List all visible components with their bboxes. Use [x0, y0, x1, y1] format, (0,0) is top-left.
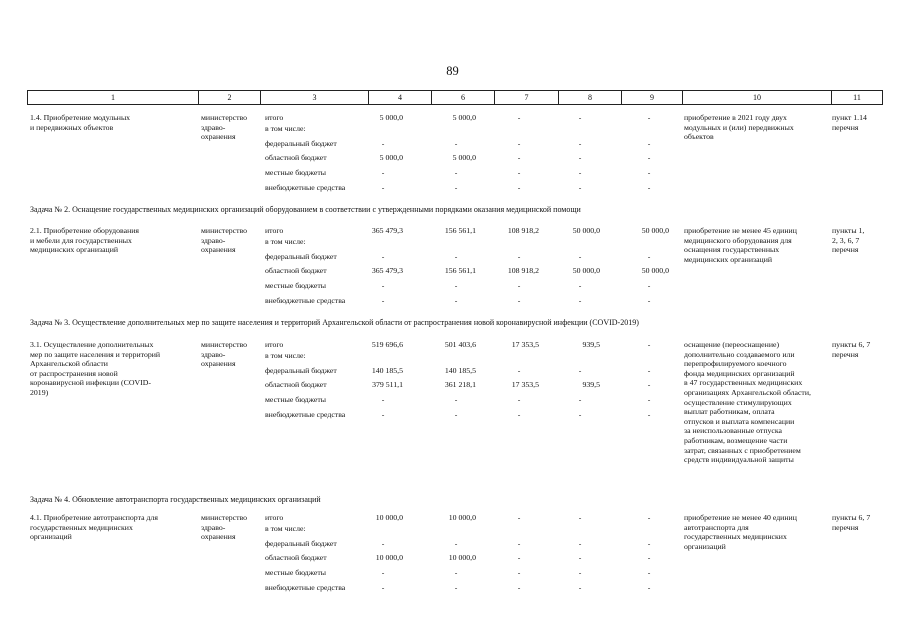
list-points: 2, 3, 6, 7 — [832, 235, 860, 245]
expected-result: автотранспорта для — [684, 522, 749, 532]
value-cell: - — [647, 380, 651, 389]
expected-result: перепрофилируемого коечного — [684, 359, 787, 369]
value-cell: - — [578, 583, 582, 592]
value-cell: - — [647, 568, 651, 577]
executor: здраво- — [201, 522, 226, 532]
funding-source: федеральный бюджет — [265, 366, 337, 375]
value-cell: - — [517, 252, 521, 261]
header-col-1: 1 — [27, 91, 198, 104]
value-cell: - — [517, 183, 521, 192]
funding-source: в том числе: — [265, 351, 306, 360]
value-cell: 5 000,0 — [379, 153, 403, 162]
value-cell: 10 000,0 — [448, 513, 476, 522]
value-cell: - — [454, 139, 458, 148]
expected-result: дополнительно создаваемого или — [684, 349, 795, 359]
value-cell: 939,5 — [582, 340, 600, 349]
value-cell: - — [647, 296, 651, 305]
value-cell: - — [647, 168, 651, 177]
measure-name: от распространения новой — [30, 368, 118, 378]
funding-source: федеральный бюджет — [265, 539, 337, 548]
executor: министерство — [201, 226, 248, 235]
funding-source: областной бюджет — [265, 553, 327, 562]
value-cell: 50 000,0 — [641, 266, 669, 275]
list-points: пункты 1, — [832, 226, 865, 235]
funding-source: итого — [265, 226, 284, 235]
value-cell: - — [578, 113, 582, 122]
expected-result: приобретение в 2021 году двух — [684, 113, 787, 122]
value-cell: 5 000,0 — [379, 113, 403, 122]
list-points: пункты 6, 7 — [832, 513, 871, 522]
value-cell: - — [454, 410, 458, 419]
list-points: пункты 6, 7 — [832, 340, 871, 349]
value-cell: - — [647, 513, 651, 522]
funding-source: в том числе: — [265, 237, 306, 246]
task-heading: Задача № 4. Обновление автотранспорта государственных медицинских организаций — [30, 495, 321, 504]
value-cell: 365 479,3 — [371, 266, 403, 275]
value-cell: - — [454, 168, 458, 177]
value-cell: - — [578, 281, 582, 290]
executor: министерство — [201, 513, 248, 522]
expected-result: оснащения государственных — [684, 245, 780, 255]
funding-source: внебюджетные средства — [265, 183, 346, 192]
funding-source: местные бюджеты — [265, 568, 327, 577]
value-cell: - — [454, 281, 458, 290]
expected-result: осуществление стимулирующих — [684, 397, 792, 407]
expected-result: модульных и (или) передвижных — [684, 122, 794, 132]
value-cell: - — [381, 183, 385, 192]
value-cell: - — [647, 366, 651, 375]
value-cell: - — [381, 168, 385, 177]
expected-result: организациях Архангельской области, — [684, 388, 811, 397]
executor: министерство — [201, 340, 248, 349]
funding-source: местные бюджеты — [265, 168, 327, 177]
value-cell: - — [647, 410, 651, 419]
value-cell: - — [454, 183, 458, 192]
value-cell: - — [647, 153, 651, 162]
value-cell: - — [517, 168, 521, 177]
value-cell: - — [647, 281, 651, 290]
value-cell: - — [517, 513, 521, 522]
value-cell: - — [381, 539, 385, 548]
value-cell: 10 000,0 — [448, 553, 476, 562]
list-points: перечня — [832, 122, 859, 132]
header-col-4: 4 — [368, 91, 431, 104]
measure-name: мер по защите населения и территорий — [30, 349, 161, 359]
measure-name: коронавирусной инфекции (COVID- — [30, 378, 151, 388]
list-points: перечня — [832, 245, 859, 255]
expected-result: выплат работникам, оплата — [684, 407, 775, 417]
page-number: 89 — [446, 64, 459, 78]
value-cell: - — [578, 296, 582, 305]
measure-name: организаций — [30, 532, 72, 542]
value-cell: - — [647, 340, 651, 349]
value-cell: - — [517, 139, 521, 148]
value-cell: 17 353,5 — [511, 380, 539, 389]
expected-result: работникам, возмещение части — [684, 436, 788, 445]
value-cell: - — [647, 553, 651, 562]
funding-source: местные бюджеты — [265, 395, 327, 404]
value-cell: - — [578, 568, 582, 577]
value-cell: - — [517, 366, 521, 375]
value-cell: 10 000,0 — [375, 513, 403, 522]
value-cell: - — [578, 366, 582, 375]
value-cell: 108 918,2 — [507, 266, 539, 275]
funding-source: областной бюджет — [265, 380, 327, 389]
measure-name: медицинских организаций — [30, 245, 119, 255]
value-cell: 50 000,0 — [572, 226, 600, 235]
value-cell: - — [517, 553, 521, 562]
value-cell: 501 403,6 — [444, 340, 476, 349]
task-heading: Задача № 2. Оснащение государственных медицинских организаций оборудованием в соответствии с утвержденными порядками оказания медицинской помощи — [30, 205, 581, 214]
value-cell: 156 561,1 — [444, 266, 476, 275]
value-cell: - — [454, 583, 458, 592]
value-cell: - — [647, 583, 651, 592]
value-cell: 108 918,2 — [507, 226, 539, 235]
measure-name: Архангельской области — [30, 359, 108, 369]
funding-source: федеральный бюджет — [265, 252, 337, 261]
executor: здраво- — [201, 122, 226, 132]
value-cell: 50 000,0 — [641, 226, 669, 235]
value-cell: - — [578, 410, 582, 419]
funding-source: внебюджетные средства — [265, 410, 346, 419]
value-cell: - — [454, 395, 458, 404]
value-cell: 5 000,0 — [452, 153, 476, 162]
expected-result: фонда медицинских организаций — [684, 368, 795, 378]
value-cell: - — [517, 113, 521, 122]
funding-source: итого — [265, 113, 284, 122]
funding-source: федеральный бюджет — [265, 139, 337, 148]
value-cell: - — [381, 583, 385, 592]
value-cell: 939,5 — [582, 380, 600, 389]
executor: охранения — [201, 532, 236, 542]
value-cell: - — [578, 139, 582, 148]
expected-result: организаций — [684, 541, 726, 551]
value-cell: - — [578, 168, 582, 177]
value-cell: - — [517, 395, 521, 404]
list-points: пункт 1.14 — [832, 113, 867, 122]
measure-name: 2019) — [30, 388, 49, 397]
value-cell: - — [647, 252, 651, 261]
value-cell: 140 185,5 — [444, 366, 476, 375]
expected-result: медицинских организаций — [684, 254, 773, 264]
funding-source: областной бюджет — [265, 266, 327, 275]
expected-result: отпусков и выплата компенсации — [684, 416, 795, 426]
measure-name: и передвижных объектов — [30, 122, 114, 132]
value-cell: 10 000,0 — [375, 553, 403, 562]
expected-result: объектов — [684, 132, 714, 142]
expected-result: приобретение не менее 45 единиц — [684, 226, 797, 235]
list-points: перечня — [832, 522, 859, 532]
measure-name: 3.1. Осуществление дополнительных — [30, 340, 154, 349]
value-cell: - — [578, 252, 582, 261]
funding-source: в том числе: — [265, 124, 306, 133]
value-cell: - — [454, 296, 458, 305]
header-col-10: 11 — [831, 91, 883, 104]
value-cell: - — [381, 139, 385, 148]
funding-source: в том числе: — [265, 524, 306, 533]
value-cell: - — [517, 153, 521, 162]
value-cell: - — [454, 539, 458, 548]
header-col-3: 3 — [260, 91, 368, 104]
expected-result: за неиспользованные отпуска — [684, 426, 783, 436]
value-cell: - — [647, 139, 651, 148]
value-cell: - — [647, 113, 651, 122]
value-cell: - — [647, 539, 651, 548]
measure-name: 2.1. Приобретение оборудования — [30, 226, 139, 235]
value-cell: - — [381, 410, 385, 419]
value-cell: 379 511,1 — [372, 380, 403, 389]
header-col-5: 6 — [431, 91, 494, 104]
value-cell: - — [578, 153, 582, 162]
value-cell: - — [517, 296, 521, 305]
expected-result: средств индивидуальной защиты — [684, 455, 794, 465]
measure-name: 4.1. Приобретение автотранспорта для — [30, 513, 158, 522]
value-cell: 365 479,3 — [371, 226, 403, 235]
list-points: перечня — [832, 349, 859, 359]
measure-name: 1.4. Приобретение модульных — [30, 113, 131, 122]
funding-source: внебюджетные средства — [265, 296, 346, 305]
task-heading: Задача № 3. Осуществление дополнительных мер по защите населения и территорий Архангельской области от распространения новой коронавирусной инфекции (COVID-2019) — [30, 318, 639, 327]
value-cell: - — [381, 281, 385, 290]
executor: министерство — [201, 113, 248, 122]
value-cell: - — [381, 296, 385, 305]
value-cell: - — [381, 252, 385, 261]
value-cell: 50 000,0 — [572, 266, 600, 275]
expected-result: медицинского оборудования для — [684, 235, 792, 245]
value-cell: - — [517, 539, 521, 548]
value-cell: - — [517, 568, 521, 577]
value-cell: - — [578, 395, 582, 404]
header-col-6: 7 — [494, 91, 558, 104]
expected-result: оснащение (переоснащение) — [684, 340, 780, 349]
executor: охранения — [201, 359, 236, 369]
value-cell: 361 218,1 — [444, 380, 476, 389]
value-cell: - — [517, 281, 521, 290]
funding-source: областной бюджет — [265, 153, 327, 162]
value-cell: - — [454, 568, 458, 577]
value-cell: 140 185,5 — [371, 366, 403, 375]
funding-source: итого — [265, 513, 284, 522]
executor: охранения — [201, 245, 236, 255]
value-cell: 156 561,1 — [444, 226, 476, 235]
expected-result: приобретение не менее 40 единиц — [684, 513, 797, 522]
value-cell: - — [517, 410, 521, 419]
table-header — [27, 90, 883, 105]
value-cell: - — [454, 252, 458, 261]
value-cell: 519 696,6 — [371, 340, 403, 349]
expected-result: затрат, связанных с приобретением — [684, 445, 801, 455]
funding-source: местные бюджеты — [265, 281, 327, 290]
value-cell: - — [647, 395, 651, 404]
expected-result: государственных медицинских — [684, 532, 787, 542]
value-cell: - — [578, 513, 582, 522]
value-cell: 5 000,0 — [452, 113, 476, 122]
value-cell: - — [381, 395, 385, 404]
measure-name: и мебели для государственных — [30, 235, 132, 245]
value-cell: - — [517, 583, 521, 592]
value-cell: - — [578, 539, 582, 548]
value-cell: - — [647, 183, 651, 192]
header-col-9: 10 — [682, 91, 831, 104]
header-col-8: 9 — [621, 91, 682, 104]
expected-result: в 47 государственных медицинских — [684, 378, 803, 388]
funding-source: внебюджетные средства — [265, 583, 346, 592]
funding-source: итого — [265, 340, 284, 349]
executor: охранения — [201, 132, 236, 142]
value-cell: - — [578, 183, 582, 192]
executor: здраво- — [201, 349, 226, 359]
measure-name: государственных медицинских — [30, 522, 133, 532]
header-col-7: 8 — [558, 91, 621, 104]
header-col-2: 2 — [198, 91, 260, 104]
value-cell: 17 353,5 — [511, 340, 539, 349]
value-cell: - — [381, 568, 385, 577]
value-cell: - — [578, 553, 582, 562]
executor: здраво- — [201, 235, 226, 245]
